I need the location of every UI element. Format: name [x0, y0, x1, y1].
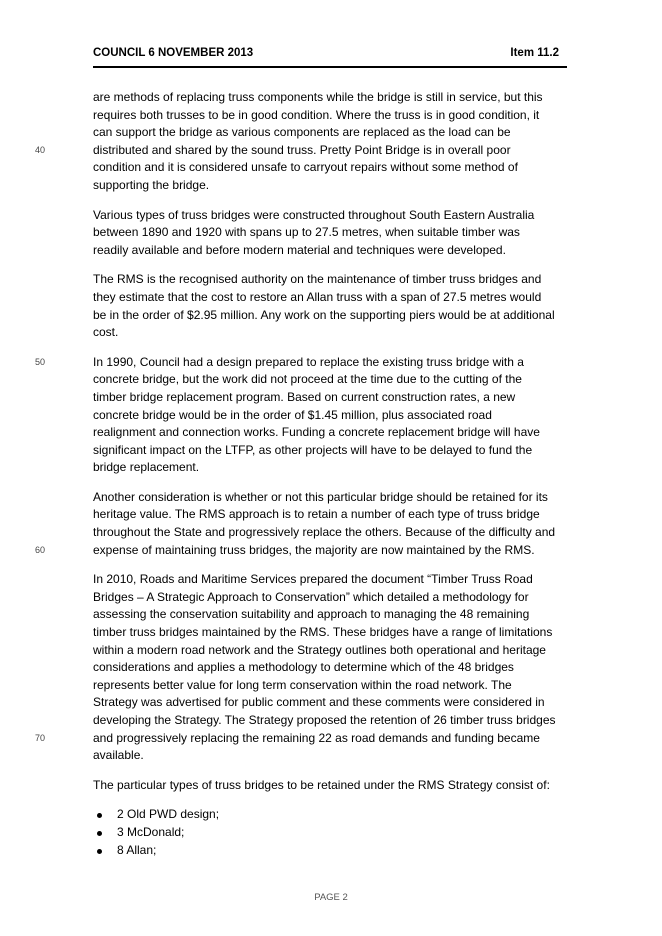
line-text: requires both trusses to be in good condition. Where the truss is in good condition, it: [93, 107, 540, 122]
text-line: [93, 407, 569, 425]
text-line: [93, 271, 569, 289]
line-text: they estimate that the cost to restore an Allan truss with a span of 27.5 metres would: [93, 289, 542, 304]
text-line: [93, 524, 569, 542]
line-text: available.: [93, 748, 144, 763]
line-text: concrete bridge would be in the order of $1.45 million, plus associated road: [93, 407, 492, 422]
text-line: [93, 589, 569, 607]
line-text: timber bridge replacement program. Based on current construction rates, a new: [93, 389, 516, 404]
text-line: [93, 677, 569, 695]
line-text: bridge replacement.: [93, 460, 200, 475]
line-text: condition and it is considered unsafe to carryout repairs without some method of: [93, 160, 518, 175]
paragraph: [35, 89, 569, 195]
text-line: [93, 242, 569, 260]
text-line: [93, 307, 569, 325]
page-header: [93, 44, 567, 68]
text-line: [93, 124, 569, 142]
page-number: PAGE 2: [314, 892, 348, 903]
line-text: The particular types of truss bridges to be retained under the RMS Strategy consist of:: [93, 777, 550, 792]
line-text: developing the Strategy. The Strategy proposed the retention of 26 timber truss bridges: [93, 713, 556, 727]
text-line: [93, 442, 569, 460]
text-line: [35, 142, 569, 160]
text-line: [93, 371, 569, 389]
text-line: [93, 459, 569, 477]
line-text: The RMS is the recognised authority on the maintenance of timber truss bridges and: [93, 272, 542, 287]
text-line: [93, 659, 569, 677]
text-line: [35, 730, 569, 748]
text-line: [93, 777, 569, 795]
line-text: considerations and applies a methodology to determine which of the 48 bridges: [93, 660, 514, 675]
bullet-icon: [97, 813, 102, 818]
paragraph: [93, 271, 569, 341]
bullet-icon: [97, 831, 102, 836]
line-number: 50: [35, 356, 46, 367]
text-line: [93, 489, 569, 507]
line-text: In 2010, Roads and Maritime Services prepared the document “Timber Truss Road: [93, 572, 533, 587]
line-text: within a modern road network and the Strategy outlines both operational and heritage: [93, 642, 546, 657]
line-number: 70: [35, 732, 46, 743]
line-text: can support the bridge as various components are replaced as the load can be: [93, 125, 511, 140]
text-line: [93, 159, 569, 177]
text-line: [93, 606, 569, 624]
text-line: [93, 177, 569, 195]
list-item: [93, 842, 569, 860]
line-number: 40: [35, 144, 46, 155]
line-text: readily available and before modern material and techniques were developed.: [93, 242, 506, 257]
line-text: significant impact on the LTFP, as other projects will have to be delayed to fund the: [93, 442, 533, 457]
paragraph: [35, 571, 569, 765]
line-text: supporting the bridge.: [93, 177, 210, 192]
text-line: [93, 571, 569, 589]
text-line: [93, 712, 569, 730]
line-text: between 1890 and 1920 with spans up to 27.5 metres, when suitable timber was: [93, 225, 520, 240]
text-line: [93, 207, 569, 225]
list-item-text: 2 Old PWD design;: [117, 807, 220, 822]
paragraph: [35, 354, 569, 477]
line-text: be in the order of $2.95 million. Any work on the supporting piers would be at additional: [93, 307, 555, 322]
line-text: Bridges – A Strategic Approach to Conservation” which detailed a methodology for: [93, 589, 529, 604]
list-item: [93, 824, 569, 842]
text-line: [93, 224, 569, 242]
paragraph: [93, 777, 569, 795]
document-body: [35, 89, 569, 859]
line-text: Strategy was advertised for public comment and these comments were considered in: [93, 695, 545, 710]
text-line: [93, 694, 569, 712]
text-line: [93, 624, 569, 642]
line-text: and progressively replacing the remaining 22 as road demands and funding became: [93, 730, 540, 745]
text-line: [93, 89, 569, 107]
line-text: heritage value. The RMS approach is to retain a number of each type of truss bridge: [93, 507, 540, 522]
bullet-icon: [97, 849, 102, 854]
line-text: Various types of truss bridges were constructed throughout South Eastern Australia: [93, 207, 535, 222]
line-text: distributed and shared by the sound truss. Pretty Point Bridge is in overall poor: [93, 142, 511, 157]
line-text: Another consideration is whether or not this particular bridge should be retained for its: [93, 489, 548, 504]
paragraph: [35, 489, 569, 559]
meeting-title: COUNCIL 6 NOVEMBER 2013: [93, 47, 254, 59]
text-line: [93, 747, 569, 765]
text-line: [93, 424, 569, 442]
text-line: [93, 289, 569, 307]
line-number: 60: [35, 544, 46, 555]
list-item-text: 8 Allan;: [117, 842, 157, 857]
text-line: [35, 542, 569, 560]
list-item: [93, 806, 569, 824]
line-text: assessing the conservation suitability and approach to managing the 48 remaining: [93, 607, 530, 622]
line-text: are methods of replacing truss components while the bridge is still in service, but this: [93, 90, 543, 104]
text-line: [93, 107, 569, 125]
text-line: [93, 389, 569, 407]
text-line: [93, 506, 569, 524]
line-text: concrete bridge, but the work did not proceed at the time due to the cutting of the: [93, 372, 522, 387]
text-line: [93, 642, 569, 660]
line-text: realignment and connection works. Funding a concrete replacement bridge will have: [93, 425, 540, 440]
list-item-text: 3 McDonald;: [117, 824, 185, 839]
line-text: cost.: [93, 325, 119, 340]
line-text: In 1990, Council had a design prepared to replace the existing truss bridge with a: [93, 354, 524, 369]
text-line: [93, 324, 569, 342]
line-text: throughout the State and progressively replace the others. Because of the difficulty and: [93, 525, 556, 540]
line-text: timber truss bridges maintained by the RMS. These bridges have a range of limitations: [93, 625, 553, 640]
bullet-list: [93, 806, 569, 859]
line-text: represents better value for long term conservation within the road network. The: [93, 677, 512, 692]
item-number: Item 11.2: [510, 47, 559, 59]
line-text: expense of maintaining truss bridges, the majority are now maintained by the RMS.: [93, 542, 535, 557]
paragraph: [93, 207, 569, 260]
text-line: [35, 354, 569, 372]
